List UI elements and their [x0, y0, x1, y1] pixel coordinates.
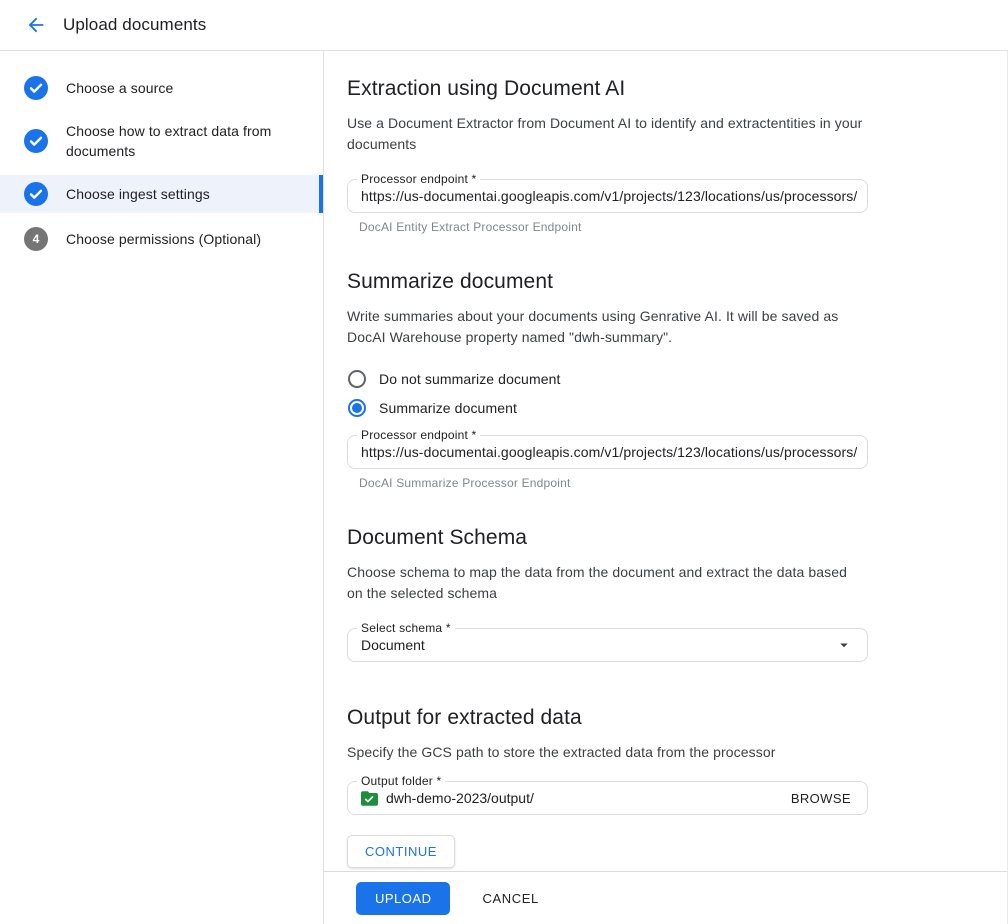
step-choose-a-source[interactable]	[0, 69, 323, 107]
continue-button[interactable]: CONTINUE	[347, 835, 455, 868]
section-title-extraction: Extraction using Document AI	[347, 77, 626, 100]
radio-do-not-summarize[interactable]	[348, 370, 1007, 388]
footer-action-bar	[324, 871, 1007, 924]
gcs-folder-check-icon	[361, 791, 378, 806]
browse-button[interactable]: BROWSE	[783, 791, 867, 806]
processor-endpoint-field-summarize	[347, 428, 868, 469]
step-label: Choose permissions (Optional)	[66, 231, 262, 247]
section-description: Use a Document Extractor from Document AI to identify and extractentities in your documents	[347, 115, 863, 152]
step-choose-how-to-extract[interactable]	[0, 114, 323, 168]
step-label: Choose how to extract data from documents	[66, 123, 272, 159]
arrow-drop-down-icon	[835, 636, 853, 654]
field-helper-text: DocAI Entity Extract Processor Endpoint	[359, 220, 582, 234]
output-folder-value: dwh-demo-2023/output/	[386, 790, 534, 806]
field-label: Processor endpoint *	[357, 172, 480, 186]
section-title-summarize: Summarize document	[347, 270, 554, 293]
select-schema-dropdown[interactable]	[347, 621, 868, 662]
section-description: Specify the GCS path to store the extracted data from the processor	[347, 744, 776, 760]
selected-schema-value: Document	[361, 637, 425, 653]
output-folder-field	[347, 774, 868, 815]
field-label: Select schema *	[357, 621, 455, 635]
radio-summarize-document[interactable]	[348, 399, 1007, 417]
section-description: Choose schema to map the data from the document and extract the data based on the selected schema	[347, 564, 848, 601]
section-title-output: Output for extracted data	[347, 706, 582, 729]
cancel-button[interactable]: CANCEL	[482, 890, 539, 906]
section-extraction	[347, 77, 1007, 270]
radio-label: Summarize document	[379, 400, 517, 416]
section-output	[347, 706, 1007, 868]
radio-label: Do not summarize document	[379, 371, 561, 387]
form-content	[324, 51, 1007, 871]
stepper-sidebar	[0, 51, 324, 924]
section-summarize	[347, 270, 1007, 526]
step-label: Choose a source	[66, 80, 174, 96]
arrow-left-icon	[25, 14, 47, 36]
section-description: Write summaries about your documents using Genrative AI. It will be saved as DocAI Warehouse property named "dwh-summary".	[347, 308, 839, 345]
step-label: Choose ingest settings	[66, 186, 210, 202]
upload-button[interactable]: UPLOAD	[356, 882, 450, 915]
check-circle-icon	[24, 129, 48, 153]
step-number-badge: 4	[24, 227, 48, 251]
step-choose-ingest-settings[interactable]	[0, 175, 323, 213]
section-schema	[347, 526, 1007, 706]
radio-selected-icon	[348, 399, 366, 417]
field-label: Processor endpoint *	[357, 428, 480, 442]
back-button[interactable]	[18, 7, 54, 43]
summarize-radio-group	[348, 370, 1007, 417]
step-choose-permissions[interactable]	[0, 220, 323, 258]
check-circle-icon	[24, 182, 48, 206]
page-title: Upload documents	[63, 15, 207, 34]
field-helper-text: DocAI Summarize Processor Endpoint	[359, 476, 571, 490]
check-circle-icon	[24, 76, 48, 100]
page-header	[0, 0, 1008, 51]
processor-endpoint-field-extract	[347, 172, 868, 213]
radio-unselected-icon	[348, 370, 366, 388]
field-label: Output folder *	[357, 774, 445, 788]
section-title-schema: Document Schema	[347, 526, 528, 549]
